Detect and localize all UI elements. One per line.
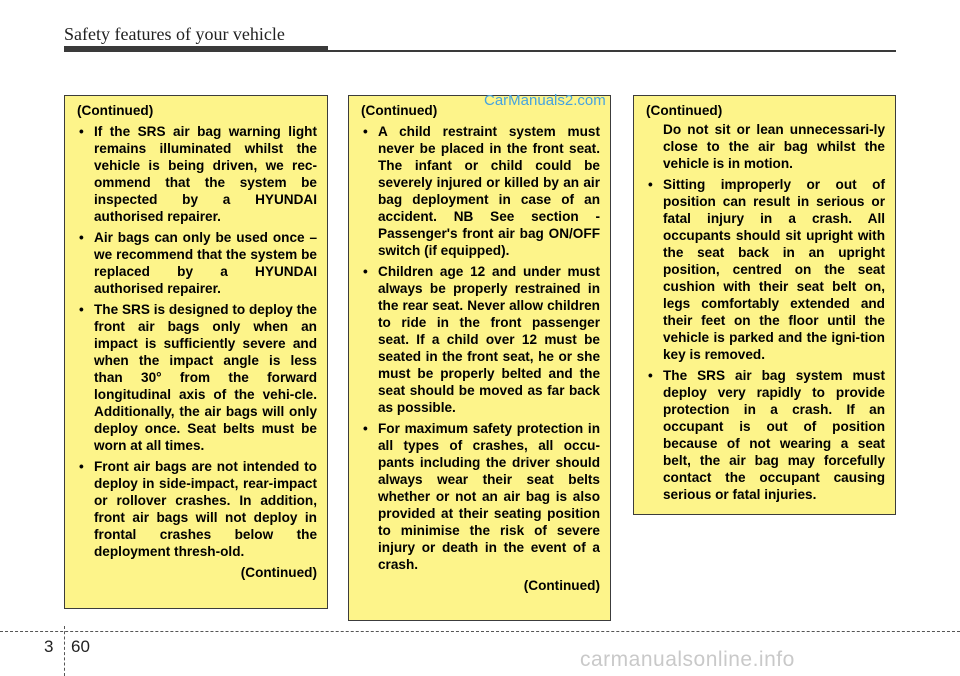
bullet-paragraph: • Children age 12 and under must always be properly restrained in the rear seat. Never allow children to ride in the front passenger seat. If a child over 12 must be seated in the front seat, he or she must be properly belted and the seat should be moved as far back as possible. bbox=[361, 263, 600, 416]
header-rule-thin bbox=[328, 50, 896, 52]
bullet-paragraph: • Air bags can only be used once – we recommend that the system be replaced by a HYUNDAI authorised repairer. bbox=[77, 229, 317, 297]
continued-label-top: (Continued) bbox=[646, 103, 723, 118]
continued-label-top: (Continued) bbox=[77, 103, 154, 118]
bullet-paragraph: • If the SRS air bag warning light remains illuminated whilst the vehicle is being driven, we rec-ommend that the system be inspected by a HYUNDAI authorised repairer. bbox=[77, 123, 317, 225]
header-rule-thick bbox=[64, 46, 328, 52]
chapter-number: 3 bbox=[44, 637, 54, 656]
site-watermark: carmanualsonline.info bbox=[580, 648, 795, 671]
page-number: 60 bbox=[71, 637, 90, 656]
bullet-paragraph: • A child restraint system must never be placed in the front seat. The infant or child could be severely injured or killed by an air bag deployment in case of an accident. NB See section - Passenger's front air bag ON/OFF switch (if equipped). bbox=[361, 123, 600, 259]
continued-label-bottom: (Continued) bbox=[240, 565, 317, 580]
footer-divider bbox=[64, 626, 65, 676]
continued-label-bottom: (Continued) bbox=[523, 578, 600, 593]
bullet-paragraph: • For maximum safety protection in all types of crashes, all occu-pants including the driver should always wear their seat belts whether or not an air bag is also provided at their seating position to minimise the risk of severe injury or death in the event of a crash. bbox=[361, 420, 600, 573]
bullet-paragraph: • The SRS air bag system must deploy very rapidly to provide protection in a crash. If an occupant is out of position because of not wearing a seat belt, the air bag may forcefully contact the occupant causing serious or fatal injuries. bbox=[646, 367, 885, 503]
bullet-paragraph: • Front air bags are not intended to deploy in side-impact, rear-impact or rollover crashes. In addition, front air bags will not deploy in frontal crashes below the deployment thresh-old. bbox=[77, 458, 317, 560]
plain-paragraph: Do not sit or lean unnecessari-ly close to the air bag whilst the vehicle is in motion. bbox=[663, 122, 885, 171]
continued-label-top: (Continued) bbox=[361, 103, 438, 118]
warning-box-1 bbox=[64, 95, 328, 609]
watermark-top[interactable]: CarManuals2.com bbox=[484, 92, 606, 109]
footer-rule bbox=[0, 631, 960, 632]
page-header-title: Safety features of your vehicle bbox=[64, 24, 285, 44]
warning-box-3 bbox=[633, 95, 896, 515]
bullet-paragraph: • The SRS is designed to deploy the front air bags only when an impact is sufficiently severe and when the impact angle is less than 30° from the forward longitudinal axis of the vehi-cle. Additionally, the air bags will only deploy once. Seat belts must be worn at all times. bbox=[77, 301, 317, 454]
bullet-paragraph: • Sitting improperly or out of position can result in serious or fatal injury in a crash. All occupants should sit upright with the seat back in an upright position, centred on the seat cushion with their seat belt on, legs comfortably extended and their feet on the floor until the vehicle is parked and the igni-tion key is removed. bbox=[646, 176, 885, 363]
warning-box-2 bbox=[348, 95, 611, 621]
